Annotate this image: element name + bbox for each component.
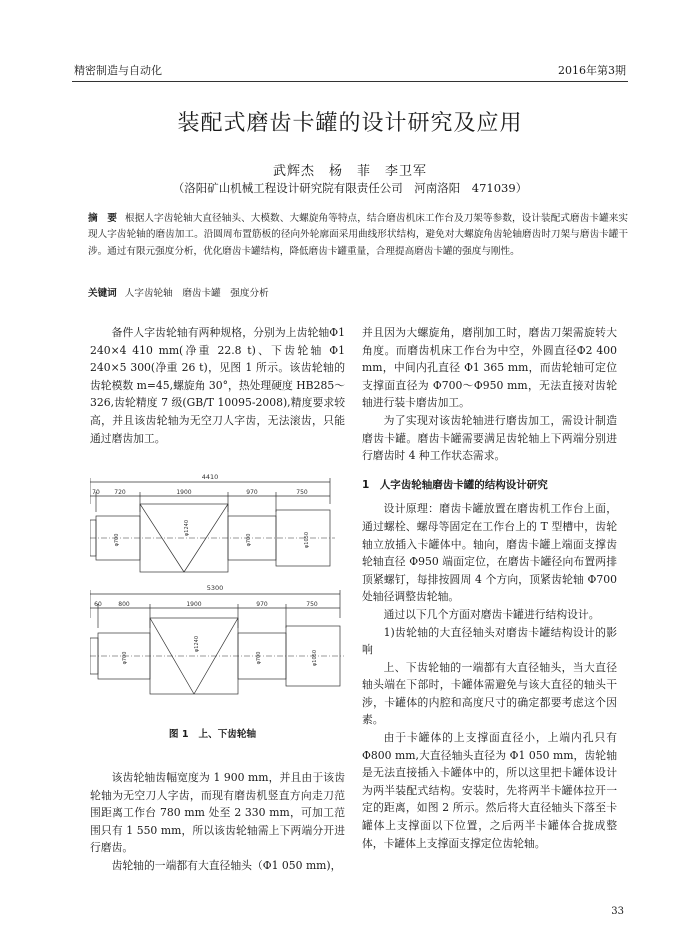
dia-label: φ1240 [194, 635, 200, 653]
keywords-text: 人字齿轮轴 磨齿卡罐 强度分析 [124, 288, 269, 299]
header-rule [72, 81, 628, 82]
paragraph: 由于卡罐体的上支撑面直径小，上端内孔只有Φ800 mm,大直径轴头直径为 Φ1 050 mm，齿轮轴是无法直接插入卡罐体中的，所以这里把卡罐体设计为两半装配式结构。安装时，先将两半卡罐体拉开一定的距离，如图 2 所示。然后将大直径轴头下落至卡罐体上支撑面以下位置，之后两半卡罐体合拢成整体，卡罐体上支撑面支撑定位齿轮轴。 [362, 731, 617, 850]
left-column-bottom [90, 769, 345, 875]
dim-seg: 800 [118, 601, 130, 608]
dim-seg: 1900 [176, 489, 192, 496]
paper-title: 装配式磨齿卡罐的设计研究及应用 [177, 111, 523, 136]
paragraph: 设计原理：磨齿卡罐放置在磨齿机工作台上面，通过螺栓、螺母等固定在工作台上的 T 型槽中，齿轮轴立放插入卡罐体中。轴向，磨齿卡罐上端面支撑齿轮轴直径 Φ950 端面定位，在磨齿卡罐径向布置两排顶紧螺钉，每排按圆周 4 个方向，顶紧齿轮轴 Φ700 处轴径调整齿轮轴。 [362, 502, 617, 604]
figure-1 [90, 468, 345, 722]
dia-label: φ1050 [312, 649, 318, 667]
figure-caption-number: 图 1 [168, 729, 189, 740]
paragraph: 上、下齿轮轴的一端都有大直径轴头，当大直径轴头端在下部时，卡罐体需避免与该大直径的轴头干涉，卡罐体的内腔和高度尺寸的确定都要考虑这个因素。 [362, 660, 617, 727]
running-header-issue: 2016年第3期 [558, 64, 626, 77]
dim-seg: 60 [94, 601, 102, 608]
dia-label: φ700 [122, 651, 128, 665]
paragraph: 通过以下几个方面对磨齿卡罐进行结构设计。 [383, 607, 600, 621]
running-header-journal: 精密制造与自动化 [74, 64, 162, 77]
dia-label: φ700 [256, 651, 262, 665]
dim-seg: 750 [306, 601, 318, 608]
figure-caption [90, 726, 345, 740]
dim-seg: 720 [114, 489, 126, 496]
dia-label: φ700 [246, 533, 252, 547]
keywords-label: 关键词 [88, 288, 117, 299]
paragraph: 为了实现对该齿轮轴进行磨齿加工，需设计制造磨齿卡罐。磨齿卡罐需要满足齿轮轴上下两端分别进行磨齿时 4 种工作状态需求。 [362, 413, 617, 463]
dim-total-upper: 4410 [201, 473, 219, 481]
paragraph: 备件人字齿轮轴有两种规格，分别为上齿轮轴Φ1 240×4 410 mm(净重 22.8 t)、下齿轮轴 Φ1 240×5 300(净重 26 t)，见图 1 所示。该齿轮轴的齿轮模数 m=45,螺旋角 30°，热处理硬度 HB285～326,齿轮精度 7 级(GB/T 10095-2008),精度要求较高，并且该齿轮轴为无空刀人字齿，无法滚齿，只能通过磨齿加工。 [90, 326, 346, 445]
abstract-label: 摘 要 [88, 213, 118, 224]
dim-seg: 750 [296, 489, 308, 496]
paragraph: 并且因为大螺旋角，磨削加工时，磨齿刀架需旋转大角度。而磨齿机床工作台为中空，外圆直径Φ2 400 mm，中间内孔直径 Φ1 365 mm，而齿轮轴可定位支撑面直径为 Φ700～Φ950 mm，无法直接对齿轮轴进行装卡磨齿加工。 [362, 326, 617, 410]
paragraph: 1)齿轮轴的大直径轴头对磨齿卡罐结构设计的影响 [362, 625, 617, 657]
figure-caption-text: 上、下齿轮轴 [198, 729, 257, 740]
keywords [88, 285, 628, 299]
paragraph: 该齿轮轴齿幅宽度为 1 900 mm，并且由于该齿轮轴为无空刀人字齿，而现有磨齿机竖直方向走刀范围距离工作台 780 mm 处至 2 330 mm，可加工范围只有 1 550 mm，所以该齿轮轴需上下两端分开进行磨齿。 [90, 771, 345, 855]
lower-shaft [90, 584, 344, 694]
dim-total-lower: 5300 [206, 584, 224, 592]
dim-seg: 970 [256, 601, 268, 608]
upper-shaft [90, 473, 335, 572]
dim-seg: 970 [246, 489, 258, 496]
abstract [88, 211, 628, 260]
dia-label: φ1050 [304, 531, 310, 549]
right-column [362, 324, 617, 852]
left-column-top [90, 324, 345, 447]
dia-label: φ700 [114, 533, 120, 547]
dia-label: φ1240 [184, 519, 190, 537]
affiliation: （洛阳矿山机械工程设计研究院有限责任公司 河南洛阳 471039） [172, 181, 528, 195]
paragraph: 齿轮轴的一端都有大直径轴头（Φ1 050 mm)， [111, 858, 342, 872]
abstract-text: 根据人字齿轮轴大直径轴头、大模数、大螺旋角等特点，结合磨齿机床工作台及刀架等参数，设计装配式磨齿卡罐来实现人字齿轮轴的磨齿加工。沿圆周布置筋板的径向外轮廓面采用曲线形状结构，避免对大螺旋角齿轮轴磨齿时刀架与磨齿卡罐干涉。通过有限元强度分析，优化磨齿卡罐结构，降低磨齿卡罐重量，合理提高磨齿卡罐的强度与刚性。 [88, 213, 629, 257]
dim-seg: 1900 [186, 601, 202, 608]
shaft-drawing [90, 468, 345, 718]
authors: 武辉杰 杨 菲 李卫军 [272, 164, 427, 179]
section-heading: 1 人字齿轮轴磨齿卡罐的结构设计研究 [362, 478, 548, 491]
dim-seg: 70 [92, 489, 100, 496]
page-number: 33 [611, 906, 624, 917]
